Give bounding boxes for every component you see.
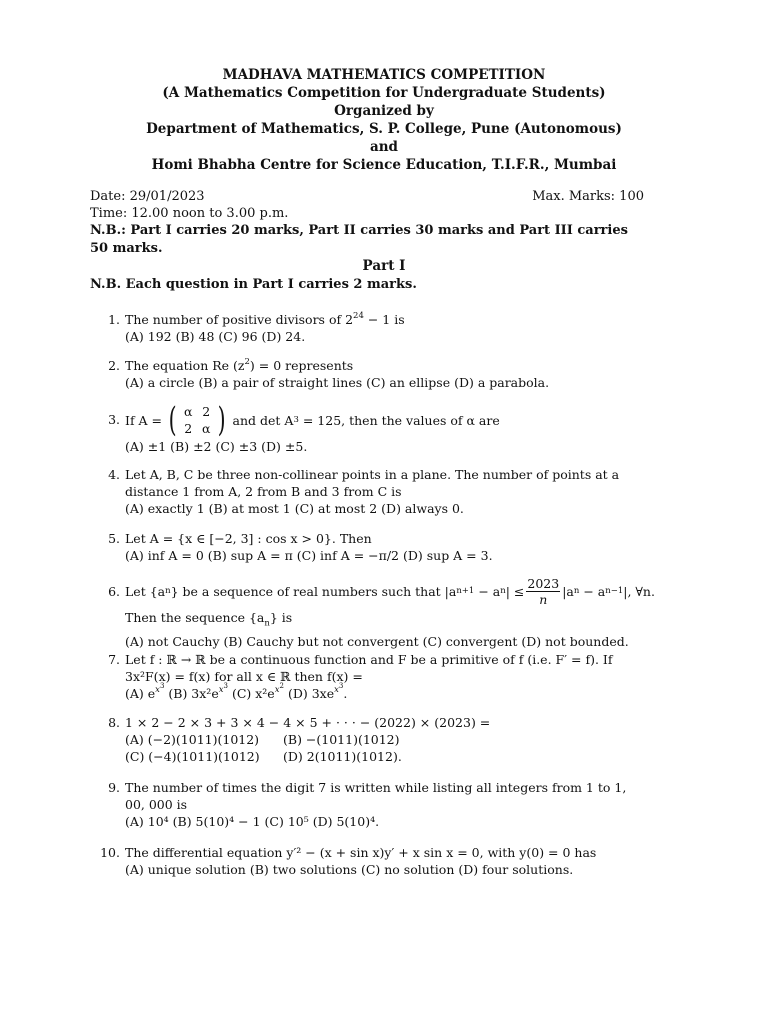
fraction-numerator: 2023	[527, 575, 560, 591]
question-3: 3. If A = ( α 2 2 α ) and det A 3 = 125, then the values of α are (A) ±1 (B) ±2 (C) ±3 (D) ±5.	[100, 402, 645, 455]
question-text: Let {a	[125, 583, 166, 599]
question-text-end: = 125, then the values of α are	[298, 412, 500, 428]
matrix	[166, 400, 229, 440]
question-text-end: − 1 is	[363, 312, 405, 327]
option-b: (B) 3x²e	[164, 686, 219, 701]
question-number: 2.	[108, 358, 120, 373]
matrix-cell: α	[184, 404, 193, 419]
question-text: Let f : ℝ → ℝ be a continuous function and F be a primitive of f (i.e. F′ = f). If	[125, 652, 613, 667]
question-number: 3.	[108, 412, 120, 427]
answer-options: (A) ±1 (B) ±2 (C) ±3 (D) ±5.	[125, 439, 308, 454]
left-paren-icon: (	[168, 400, 177, 440]
question-number: 7.	[108, 652, 120, 667]
question-text: The number of positive divisors of 2	[125, 312, 354, 327]
question-number: 6.	[108, 584, 120, 599]
question-number: 5.	[108, 531, 120, 546]
part-note: N.B. Each question in Part I carries 2 marks.	[90, 277, 417, 292]
question-8	[100, 714, 645, 765]
question-text-mid3: | ≤	[505, 583, 525, 599]
question-text-mid2: − a	[474, 583, 501, 599]
option-d: (D) 2(1011)(1012).	[283, 749, 402, 764]
question-number: 4.	[108, 467, 120, 482]
question-text-post3: |, ∀n.	[623, 583, 655, 599]
answer-options: (A) 10⁴ (B) 5(10)⁴ − 1 (C) 10⁵ (D) 5(10)⁴.	[125, 814, 380, 829]
option-d: (D) 3xe	[283, 686, 335, 701]
header	[0, 66, 768, 174]
part-title: Part I	[362, 258, 406, 274]
question-text-mid: and det A	[232, 412, 294, 428]
option-a: (A) (−2)(1011)(1012)	[125, 732, 260, 747]
subscript: n+1	[456, 585, 475, 596]
question-text-line2: 3x²F(x) = f(x) for all x ∈ ℝ then f(x) =	[125, 669, 363, 684]
fraction-denominator: n	[539, 591, 548, 607]
answer-options: (A) not Cauchy (B) Cauchy but not convergent (C) convergent (D) not bounded.	[125, 633, 629, 649]
question-text: Let A, B, C be three non-collinear points in a plane. The number of points at a distance 1 from A, 2 from B and 3 from C is	[125, 467, 620, 499]
right-paren-icon: )	[217, 400, 226, 440]
question-text-end: ) = 0 represents	[249, 358, 354, 373]
exam-time: Time: 12.00 noon to 3.00 p.m.	[90, 206, 289, 221]
question-1	[100, 311, 645, 345]
answer-options: (A) inf A = 0 (B) sup A = π (C) inf A = −π/2 (D) sup A = 3.	[125, 548, 493, 563]
question-text-line2: Then the sequence {a	[125, 610, 265, 625]
organized-by: Organized by	[334, 103, 434, 119]
question-2	[100, 357, 645, 391]
exponent: 2	[244, 357, 250, 367]
question-7	[100, 651, 645, 702]
answer-options	[125, 731, 645, 765]
question-10	[100, 844, 645, 878]
question-text-post: |a	[562, 583, 574, 599]
answer-options: (A) unique solution (B) two solutions (C) no solution (D) four solutions.	[125, 862, 574, 877]
option-c: (C) x²e	[227, 686, 275, 701]
subscript: n−1	[605, 585, 624, 596]
question-text-post2: − a	[579, 583, 606, 599]
question-4	[100, 466, 645, 517]
header-and: and	[369, 139, 398, 155]
marks-note: N.B.: Part I carries 20 marks, Part II carries 30 marks and Part III carries 50 marks.	[90, 223, 628, 256]
answer-options: (A) a circle (B) a pair of straight lines (C) an ellipse (D) a parabola.	[125, 375, 550, 390]
answer-options: (A) exactly 1 (B) at most 1 (C) at most 2 (D) always 0.	[125, 501, 464, 516]
question-number: 10.	[100, 845, 120, 860]
option-c: (C) (−4)(1011)(1012)	[125, 749, 260, 764]
question-text: Let A = {x ∈ [−2, 3] : cos x > 0}. Then	[125, 531, 372, 546]
question-text-mid: } be a sequence of real numbers such that |a	[170, 583, 457, 599]
question-text: If A =	[125, 412, 163, 428]
question-text: The equation Re (z	[125, 358, 245, 373]
answer-options: (A) 192 (B) 48 (C) 96 (D) 24.	[125, 329, 306, 344]
subscript: n	[500, 585, 506, 596]
exam-date: Date: 29/01/2023	[90, 189, 205, 204]
exponent: 24	[353, 311, 364, 321]
question-5	[100, 530, 645, 564]
fraction	[526, 576, 560, 607]
question-text: The differential equation y′² − (x + sin x)y′ + x sin x = 0, with y(0) = 0 has	[125, 845, 597, 860]
option-b: (B) −(1011)(1012)	[283, 732, 400, 747]
organizer-2: Homi Bhabha Centre for Science Education, T.I.F.R., Mumbai	[151, 157, 617, 173]
question-9	[100, 779, 645, 830]
question-number: 9.	[108, 780, 120, 795]
question-text: The number of times the digit 7 is written while listing all integers from 1 to 1, 00, 000 is	[125, 780, 627, 812]
answer-options: (A) $e^{x^3}$ (B) $3x^2e^{x^3}$ (C) $x^2e^{x^2}$ (D) $3xe^{x^3}$.	[125, 682, 348, 701]
question-6	[100, 573, 655, 650]
subscript: n	[165, 585, 171, 596]
question-text-line2b: } is	[269, 610, 293, 625]
question-number: 1.	[108, 312, 120, 327]
max-marks: Max. Marks: 100	[532, 189, 644, 204]
option-a: (A) e	[125, 686, 156, 701]
matrix-cell: 2	[202, 404, 211, 419]
matrix-cell: α	[202, 421, 211, 436]
exam-meta	[90, 188, 644, 222]
competition-subtitle: (A Mathematics Competition for Undergraduate Students)	[162, 85, 606, 101]
question-text: 1 × 2 − 2 × 3 + 3 × 4 − 4 × 5 + · · · − (2022) × (2023) =	[125, 715, 491, 730]
competition-title: MADHAVA MATHEMATICS COMPETITION	[222, 67, 546, 83]
question-number: 8.	[108, 715, 120, 730]
organizer-1: Department of Mathematics, S. P. College, Pune (Autonomous)	[146, 121, 622, 137]
matrix-cell: 2	[184, 421, 193, 436]
subscript: n	[264, 618, 270, 629]
subscript: n	[573, 585, 580, 596]
